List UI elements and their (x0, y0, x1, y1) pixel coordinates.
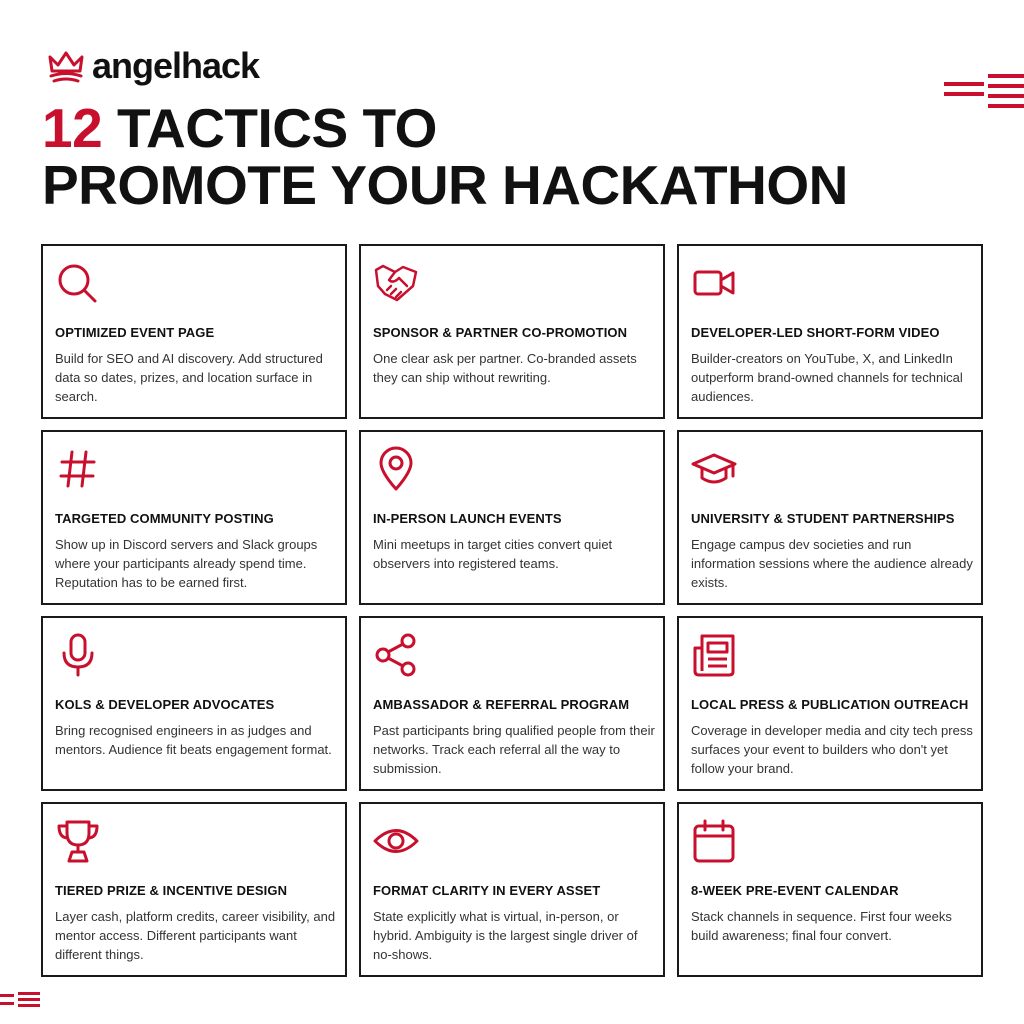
location-pin-icon (373, 446, 419, 492)
eye-icon (373, 818, 419, 864)
title-line-2: PROMOTE YOUR HACKATHON (42, 154, 848, 216)
brand-name: angelhack (92, 45, 260, 86)
title-number: 12 (42, 97, 103, 159)
tactic-card (359, 616, 665, 791)
newspaper-icon (691, 632, 737, 678)
tactic-card (41, 430, 347, 605)
tactic-title: DEVELOPER-LED SHORT-FORM VIDEO (691, 325, 940, 340)
tactic-description: Past participants bring qualified people from their networks. Track each referral all the way to submission. (373, 723, 655, 776)
graduation-cap-icon (691, 446, 737, 492)
tactic-title: LOCAL PRESS & PUBLICATION OUTREACH (691, 697, 969, 712)
calendar-icon (691, 818, 737, 864)
page-title (42, 97, 848, 216)
tactic-title: TARGETED COMMUNITY POSTING (55, 511, 274, 526)
tactic-card (359, 802, 665, 977)
tactic-title: AMBASSADOR & REFERRAL PROGRAM (373, 697, 630, 712)
microphone-icon (55, 632, 101, 678)
trophy-icon (55, 818, 101, 864)
tactic-card (359, 430, 665, 605)
search-icon (55, 260, 101, 306)
decorative-stripes-bottom (0, 992, 40, 1008)
tactic-description: Builder-creators on YouTube, X, and LinkedIn outperform brand-owned channels for technical audiences. (691, 351, 963, 404)
brand-logo (46, 45, 260, 86)
share-icon (373, 632, 419, 678)
tactic-card (677, 616, 983, 791)
tactic-description: Coverage in developer media and city tech press surfaces your event to builders who don't yet follow your brand. (691, 723, 973, 776)
tactic-title: TIERED PRIZE & INCENTIVE DESIGN (55, 883, 288, 898)
crown-logo-icon (46, 49, 86, 83)
tactic-description: One clear ask per partner. Co-branded assets they can ship without rewriting. (373, 351, 637, 385)
tactic-title: OPTIMIZED EVENT PAGE (55, 325, 215, 340)
tactic-description: State explicitly what is virtual, in-person, or hybrid. Ambiguity is the largest single driver of no-shows. (373, 909, 638, 962)
tactic-description: Engage campus dev societies and run information sessions where the audience already exists. (691, 537, 973, 590)
tactic-card (41, 244, 347, 419)
tactic-title: SPONSOR & PARTNER CO-PROMOTION (373, 325, 628, 340)
tactic-card (677, 244, 983, 419)
tactic-card (41, 802, 347, 977)
decorative-stripes (944, 74, 1024, 110)
video-camera-icon (691, 260, 737, 306)
tactic-title: FORMAT CLARITY IN EVERY ASSET (373, 883, 601, 898)
tactic-description: Bring recognised engineers in as judges and mentors. Audience fit beats engagement format. (55, 723, 332, 757)
tactic-title: UNIVERSITY & STUDENT PARTNERSHIPS (691, 511, 955, 526)
tactic-description: Stack channels in sequence. First four weeks build awareness; final four convert. (691, 909, 952, 943)
tactic-description: Show up in Discord servers and Slack groups where your participants already spend time. Reputation has to be earned first. (55, 537, 318, 590)
tactic-card (41, 616, 347, 791)
title-line-1: TACTICS TO (102, 97, 437, 159)
tactic-description: Mini meetups in target cities convert quiet observers into registered teams. (373, 537, 613, 571)
tactic-title: IN-PERSON LAUNCH EVENTS (373, 511, 562, 526)
hashtag-icon (55, 446, 101, 492)
tactic-description: Layer cash, platform credits, career visibility, and mentor access. Different participants want different things. (55, 909, 336, 962)
tactic-title: KOLS & DEVELOPER ADVOCATES (55, 697, 275, 712)
tactic-card (677, 802, 983, 977)
tactic-description: Build for SEO and AI discovery. Add structured data so dates, prizes, and location surface in search. (55, 351, 323, 404)
tactic-card (359, 244, 665, 419)
tactic-card (677, 430, 983, 605)
handshake-icon (373, 260, 419, 306)
tactic-title: 8-WEEK PRE-EVENT CALENDAR (691, 883, 899, 898)
